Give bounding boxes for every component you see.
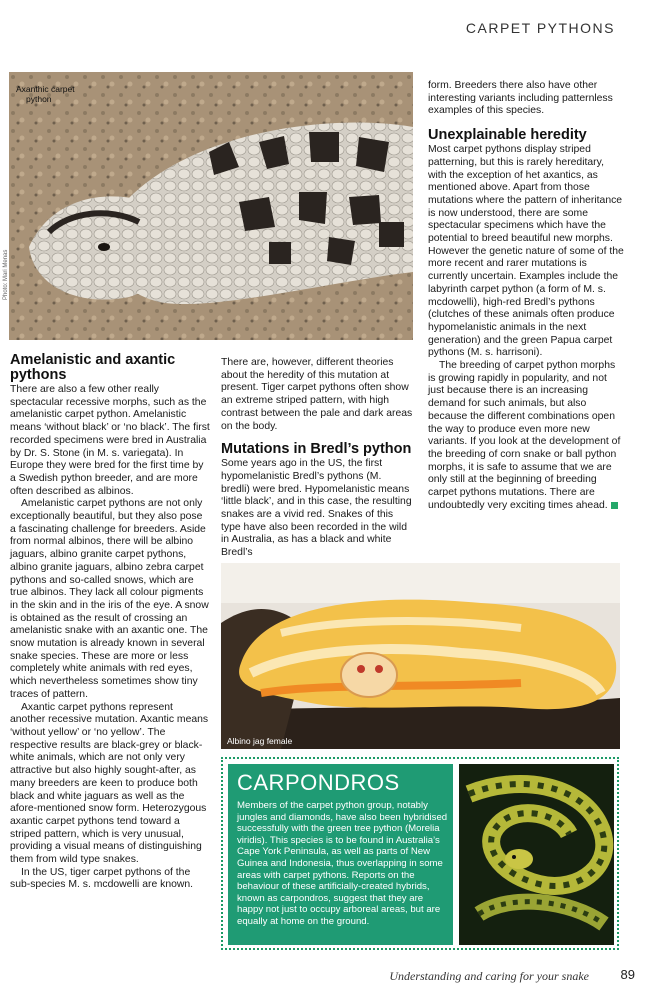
axanthic-python-photo: [9, 72, 413, 340]
end-of-article-square: [611, 502, 618, 509]
col1-paragraph-3: Axantic carpet pythons represent another recessive mutation. Axantic means ‘without yellow’ or ‘no yellow’. The respective results are black-grey or black-white animals, which are not only very attractive but also highly sought-after, as many breeders are keen to produce both black and white jaguars as well as the afore-mentioned snow form. Heterozygous axantic carpet pythons tend toward a striped pattern, which is very unusual, providing a visual means of distinguishing them from wild type snakes.: [10, 701, 209, 866]
heading-amelanistic: Amelanistic and axantic pythons: [10, 352, 176, 383]
axanthic-photo-caption: [16, 84, 75, 104]
carpondros-text: Members of the carpet python group, notably jungles and diamonds, have also been hybridised successfully with the green tree python (Morelia viridis). This species is to be found in Australia’s Cape York Peninsula, as well as parts of New Guinea and Indonesia, thus overlapping in some areas with carpet pythons. Reports on the behaviour of these artificially-created hybrids, known as carpondros, suggest that they are happy not just to occupy arboreal areas, but are equally at home on the ground.: [237, 800, 448, 927]
heading-bredls: Mutations in Bredl’s python: [221, 441, 412, 458]
col2-paragraph-2: Some years ago in the US, the first hypomelanistic Bredl’s pythons (M. bredli) were bred. Hypomelanistic means ‘little black’, and in this case, the resulting snakes are a vivid red. Snakes of this type have also been recorded in the wild in Australia, as has a black and white Bredl’s: [221, 458, 412, 559]
col3-paragraph-1: form. Breeders there also have other interesting variants including patternless examples of this species.: [428, 80, 613, 117]
col1-paragraph-4: In the US, tiger carpet pythons of the sub-species M. s. mcdowelli are known.: [10, 866, 194, 891]
axanthic-caption-line1: Axanthic carpet: [16, 84, 75, 94]
footer-text: Understanding and caring for your snake: [389, 969, 589, 983]
column-1: [10, 353, 210, 892]
albino-python-photo: [221, 563, 620, 749]
col3-paragraph-2: Most carpet pythons display striped patterning, but this is rarely hereditary, with the exception of het axantics, as mentioned above. Apart from those mutations where the pattern of inheritance is now understood, there are some spectacular specimens which have the potential to breed beautiful new morphs. However the genetic nature of some of the more recent and rarer mutations is currently uncertain. Examples include the labyrinth carpet python (a form of M. s. mcdowelli), high-red Bredl’s pythons (clutches of these animals often produce hypomelanistic animals in the next generation) and the green Papua carpet pythons (M. s. harrisoni).: [428, 144, 624, 359]
albino-python-image: [221, 563, 620, 749]
col3-paragraph-3-text: The breeding of carpet python morphs is growing rapidly in popularity, and not just because there is an increasing demand for such animals, but also because the different combinations open the way to produce even more new variants. If you look at the development of the breeding of corn snake or ball python morphs, it is safe to assume that we are only still at the beginning of breeding carpet pythons mutations. There are undoubtedly very exciting times ahead.: [428, 360, 621, 511]
page-number: 89: [620, 967, 635, 982]
col1-paragraph-2: Amelanistic carpet pythons are not only exceptionally beautiful, but they also pose a fascinating challenge for breeders. Aside from normal albinos, there will be albino jaguars, albino granite carpet pythons, albino granite jaguars, albino zebra carpet pythons and so-called snows, which are true albinos. They lack all colour pigments in the skin and in the iris of the eye. A snow is obtained as the result of crossing an amelanistic snake with an axantic one. The snow mutation is already known in several snake species. These are more or less completely white animals with red eyes, which nevertheless sometimes show tiny traces of pattern.: [10, 498, 209, 700]
column-2: [221, 357, 413, 560]
photo-credit: Photo: Mari Menas: [3, 249, 9, 300]
carpondro-python-photo: [459, 764, 614, 945]
axanthic-caption-line2: python: [26, 94, 52, 104]
albino-photo-caption: Albino jag female: [227, 736, 293, 746]
carpondros-panel: [228, 764, 453, 945]
carpondros-title: CARPONDROS: [237, 770, 400, 795]
col3-paragraph-3: [428, 360, 624, 512]
heading-unexplainable: Unexplainable heredity: [428, 127, 587, 144]
column-3: [428, 80, 624, 513]
carpondro-python-image: [459, 764, 614, 945]
carpondros-box: [221, 757, 619, 950]
running-head: CARPET PYTHONS: [465, 20, 615, 36]
col1-paragraph-1: There are also a few other really spectacular recessive morphs, such as the amelanistic carpet python. Amelanistic means ‘without black’ or ‘no black’. The first recorded specimens were bred in Australia by Dr. S. Stone (in M. s. variegata). In Europe they were bred for the first time by a Swedish python breeder, and are more often described as albinos.: [10, 384, 210, 497]
axanthic-python-image: [9, 72, 413, 340]
col2-paragraph-1: There are, however, different theories about the heredity of this mutation at present. Tiger carpet pythons often show an extreme striped pattern, with high contrast between the pale and dark areas on the body.: [221, 357, 413, 432]
